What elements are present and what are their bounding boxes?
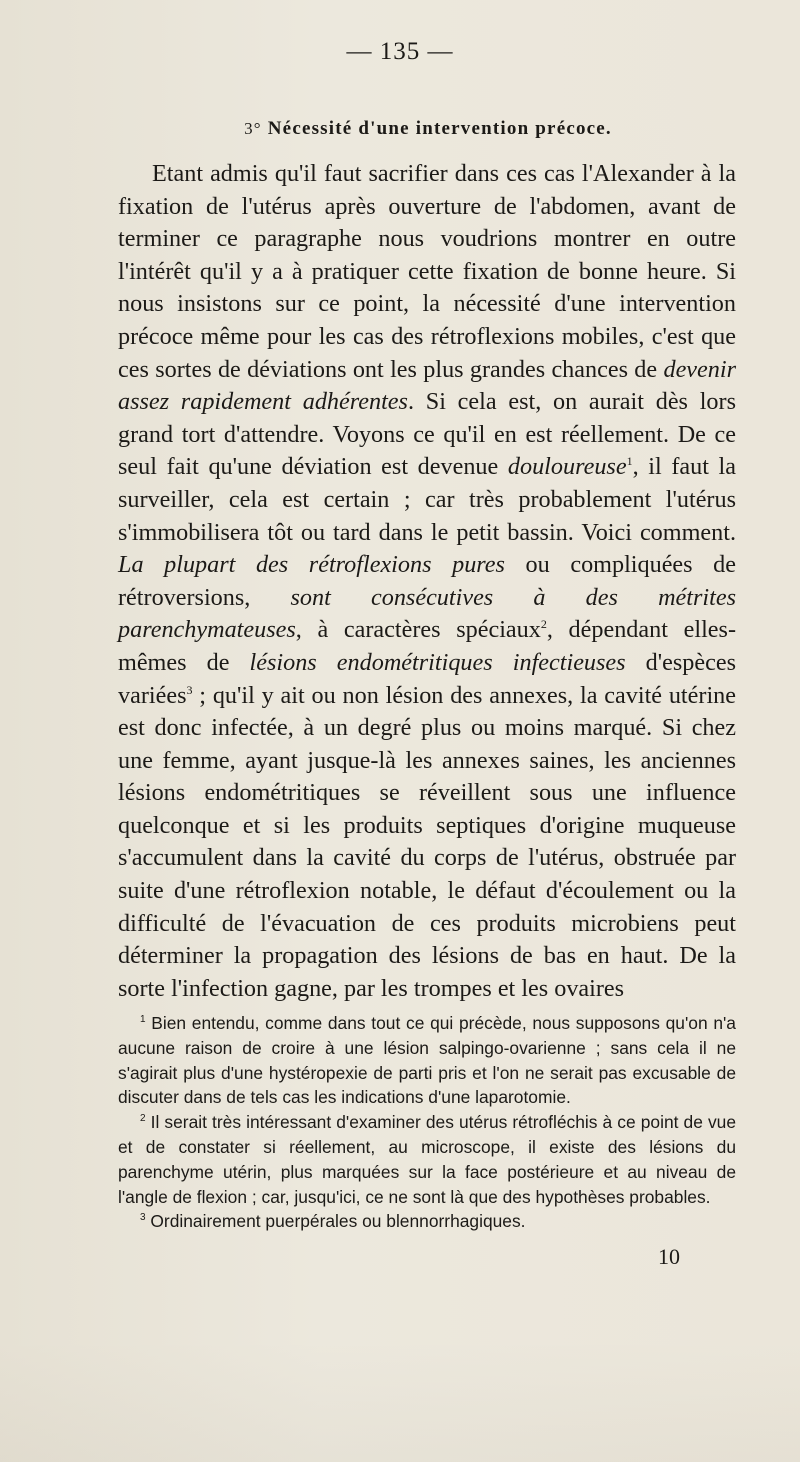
footnote-mark: 2: [140, 1113, 146, 1125]
body-text: . Si cela est, on aurait dès lors grand tort d'attendre. Voyons ce qu'il en est réellement. De ce seul fait qu'une déviation est devenue: [118, 388, 736, 481]
footnote-text: Ordinairement puerpérales ou blennorrhagiques.: [150, 1211, 526, 1232]
emphasis-text: La plupart des rétroflexions pures: [118, 551, 505, 579]
emphasis-text: lésions endométritiques infectieuses: [249, 648, 626, 676]
footnote-ref-3: 3: [186, 682, 193, 697]
body-text: , il faut la surveiller, cela est certain ; car très probablement l'utérus s'immobilisera tôt ou tard dans le petit bassin. Voici comment.: [118, 453, 737, 546]
emphasis-text: devenir assez rapidement adhérentes: [118, 355, 736, 416]
footnote: [118, 1209, 736, 1234]
body-paragraph: [118, 158, 736, 1005]
section-title: Nécessité d'une intervention précoce.: [267, 118, 612, 139]
footnotes: [118, 1011, 736, 1234]
body-text: , dépendant elles-mêmes de: [118, 616, 736, 676]
footnote: [118, 1110, 736, 1209]
page-number: — 135 —: [346, 38, 454, 65]
footnote-text: Bien entendu, comme dans tout ce qui précède, nous supposons qu'on n'a aucune raison de croire à une lésion salpingo-ovarienne ; sans cela il ne s'agirait plus d'une hystéropexie de parti pris et l'on ne serait pas excusable de discuter dans de tels cas les indications d'une laparotomie.: [118, 1013, 736, 1108]
body-text: Etant admis qu'il faut sacrifier dans ces cas l'Alexander à la fixation de l'utérus après ouverture de l'abdomen, avant de terminer ce paragraphe nous voudrions montrer en outre l'intérêt qu'il y a à pratiquer cette fixation de bonne heure. Si nous insistons sur ce point, la nécessité d'une intervention précoce même pour les cas des rétroflexions mobiles, c'est que ces sortes de déviations ont les plus grandes chances de: [118, 160, 736, 383]
body-text: ; qu'il y ait ou non lésion des annexes, la cavité utérine est donc infectée, à un degré plus ou moins marqué. Si chez une femme, ayant jusque-là les annexes saines, les anciennes lésions endométritiques se réveillent sous une influence quelconque et si les produits septiques d'origine muqueuse s'accumulent dans la cavité du corps de l'utérus, obstruée par suite d'une rétroflexion notable, le défaut d'écoulement ou la difficulté de l'évacuation de ces produits microbiens peut déterminer la propagation des lésions de bas en haut. De la sorte l'infection gagne, par les trompes et les ovaires: [118, 681, 736, 1002]
emphasis-text: sont consécutives à des métrites parenchymateuses: [118, 583, 736, 644]
body-text: , à caractères spéciaux: [295, 616, 541, 644]
footnote-ref-2: 2: [540, 617, 547, 632]
section-number: 3°: [244, 119, 262, 138]
emphasis-text: douloureuse: [507, 453, 627, 481]
footnote: [118, 1011, 736, 1110]
printer-signature-mark: 10: [658, 1244, 680, 1269]
section-heading: [118, 118, 738, 140]
footnote-mark: 1: [140, 1014, 146, 1026]
footnote-ref-1: 1: [626, 454, 633, 469]
footnote-text: Il serait très intéressant d'examiner des utérus rétrofléchis à ce point de vue et de constater si réellement, au microscope, il existe des lésions du parenchyme utérin, plus marquées sur la face postérieure et au niveau de l'angle de flexion ; car, jusqu'ici, ce ne sont là que des hypothèses probables.: [118, 1112, 736, 1207]
body-text: ou compliquées de rétroversions,: [118, 551, 736, 611]
body-text: d'espèces variées: [118, 648, 736, 709]
page-shading: [0, 1340, 800, 1462]
footnote-mark: 3: [140, 1212, 146, 1224]
